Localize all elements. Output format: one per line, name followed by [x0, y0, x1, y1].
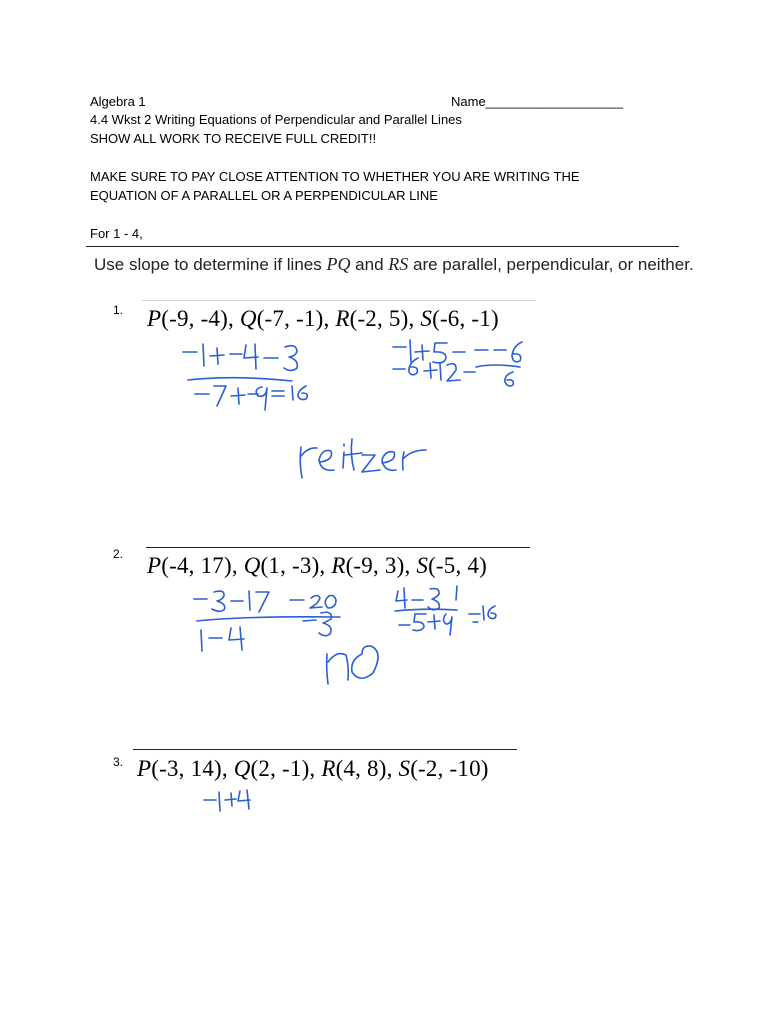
- handwriting-p2-slope-rs: [395, 586, 496, 635]
- point-label: R: [321, 756, 336, 781]
- handwriting-p1-answer: [300, 439, 426, 478]
- handwriting-p2-answer: [327, 646, 378, 684]
- point-coords: (-2, -10): [410, 756, 489, 781]
- segment-pq: PQ: [326, 254, 351, 274]
- point-coords: (-7, -1),: [256, 306, 336, 331]
- course-title: Algebra 1: [90, 94, 146, 109]
- point-coords: (-2, 5),: [349, 306, 421, 331]
- point-label: S: [398, 756, 411, 781]
- point-coords: (-5, 4): [428, 553, 487, 578]
- instruction-after: are parallel, perpendicular, or neither.: [408, 255, 694, 274]
- point-label: R: [331, 553, 346, 578]
- point-coords: (-9, 3),: [345, 553, 417, 578]
- warning-line-2: EQUATION OF A PARALLEL OR A PERPENDICULAR LINE: [90, 188, 438, 203]
- handwriting-p1-slope-pq: [183, 344, 307, 410]
- point-coords: (-6, -1): [432, 306, 499, 331]
- point-coords: (-9, -4),: [161, 306, 240, 331]
- point-coords: (-4, 17),: [161, 553, 244, 578]
- point-label: Q: [233, 756, 251, 781]
- worksheet-title: 4.4 Wkst 2 Writing Equations of Perpendicular and Parallel Lines: [90, 112, 462, 127]
- point-label: Q: [243, 553, 261, 578]
- problem-number: 1.: [113, 303, 124, 317]
- point-label: P: [137, 756, 152, 781]
- point-coords: (1, -3),: [260, 553, 332, 578]
- point-coords: (4, 8),: [335, 756, 399, 781]
- point-label: S: [420, 306, 433, 331]
- segment-rs: RS: [388, 254, 409, 274]
- point-label: R: [335, 306, 350, 331]
- for-range-label: For 1 - 4,: [90, 226, 143, 241]
- point-label: P: [147, 306, 162, 331]
- name-field-label: Name___________________: [451, 94, 624, 109]
- warning-line-1: MAKE SURE TO PAY CLOSE ATTENTION TO WHETHER YOU ARE WRITING THE: [90, 169, 580, 184]
- instruction-and: and: [350, 255, 389, 274]
- point-label: P: [147, 553, 162, 578]
- instruction-before: Use slope to determine if lines: [94, 255, 327, 274]
- handwriting-p3-work: [204, 790, 250, 811]
- problem-number: 3.: [113, 755, 124, 769]
- point-coords: (2, -1),: [250, 756, 322, 781]
- point-label: S: [416, 553, 429, 578]
- handwriting-p2-slope-pq: [194, 591, 340, 651]
- handwriting-p1-slope-rs: [393, 340, 522, 386]
- problem-number: 2.: [113, 547, 124, 561]
- show-work-notice: SHOW ALL WORK TO RECEIVE FULL CREDIT!!: [90, 131, 377, 146]
- point-coords: (-3, 14),: [151, 756, 234, 781]
- point-label: Q: [239, 306, 257, 331]
